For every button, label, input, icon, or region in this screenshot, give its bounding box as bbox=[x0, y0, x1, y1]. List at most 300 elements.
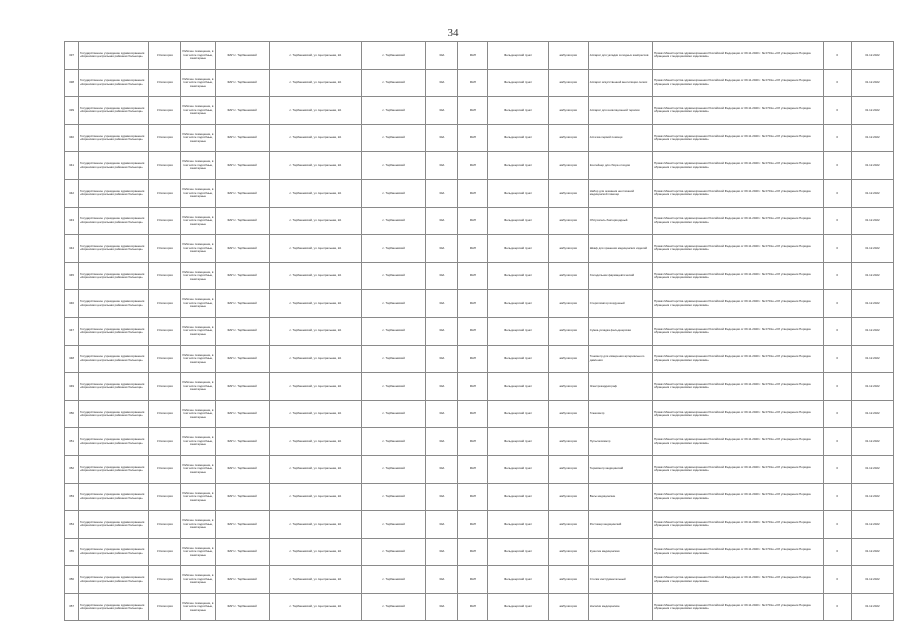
table-cell: Государственное учреждение здравоохранения «Киренская центральная районная больница» bbox=[79, 262, 149, 290]
table-cell: Рабочее помещение, в том числе подсобные, санитарные bbox=[181, 373, 215, 401]
table-cell: ФАП bbox=[458, 483, 488, 511]
table-cell: Контейнер для сбора отходов bbox=[588, 152, 652, 180]
table-cell: Рабочее помещение, в том числе подсобные, санитарные bbox=[181, 290, 215, 318]
table-cell: 342 bbox=[65, 179, 79, 207]
table-cell: ФАП bbox=[458, 455, 488, 483]
table-cell: Фельдшерский пункт bbox=[488, 538, 548, 566]
table-cell: 3 Категория bbox=[149, 290, 181, 318]
table-cell: 34А bbox=[426, 290, 458, 318]
table-cell: 0 bbox=[823, 124, 851, 152]
table-cell: с. Тарбашевский, ул. Центральная, 2А bbox=[269, 179, 361, 207]
table-cell: 3 Категория bbox=[149, 455, 181, 483]
table-cell: с. Тарбашевский, ул. Центральная, 2А bbox=[269, 97, 361, 125]
table-cell: 337 bbox=[65, 42, 79, 70]
table-cell: ФАП bbox=[458, 511, 488, 539]
table-cell: 339 bbox=[65, 97, 79, 125]
table-cell: 3 Категория bbox=[149, 317, 181, 345]
table-cell: Государственное учреждение здравоохранения «Киренская центральная районная больница» bbox=[79, 179, 149, 207]
table-cell: 34А bbox=[426, 511, 458, 539]
table-cell: Холодильник фармацевтический bbox=[588, 262, 652, 290]
table-cell: 346 bbox=[65, 290, 79, 318]
table-cell: Приказ Министерства здравоохранения Российской Федерации от 09.11.2020 г. № 0701н «Об утверждении Порядка обращения с медицинскими изделиями» bbox=[653, 373, 824, 401]
table-cell: 0 bbox=[823, 566, 851, 594]
table-cell: амбулатория bbox=[548, 97, 588, 125]
table-cell: 0 bbox=[823, 69, 851, 97]
table-cell: Сумка-укладка фельдшерская bbox=[588, 317, 652, 345]
table-cell: 31.12.2022 bbox=[851, 317, 893, 345]
table-cell: с. Тарбашевский, ул. Центральная, 2А bbox=[269, 235, 361, 263]
table-cell: Рабочее помещение, в том числе подсобные, санитарные bbox=[181, 235, 215, 263]
table-cell: амбулатория bbox=[548, 428, 588, 456]
table-cell: ФАП с. Тарбашевский bbox=[215, 42, 269, 70]
table-cell: Рабочее помещение, в том числе подсобные, санитарные bbox=[181, 124, 215, 152]
table-cell: 354 bbox=[65, 511, 79, 539]
table-cell: Государственное учреждение здравоохранения «Киренская центральная районная больница» bbox=[79, 207, 149, 235]
table-cell: Рабочее помещение, в том числе подсобные, санитарные bbox=[181, 179, 215, 207]
table-cell: Приказ Министерства здравоохранения Российской Федерации от 09.11.2020 г. № 0701н «Об утверждении Порядка обращения с медицинскими изделиями» bbox=[653, 262, 824, 290]
table-cell: Носилки медицинские bbox=[588, 593, 652, 621]
table-cell: Приказ Министерства здравоохранения Российской Федерации от 09.11.2020 г. № 0701н «Об утверждении Порядка обращения с медицинскими изделиями» bbox=[653, 345, 824, 373]
table-cell: 3 Категория bbox=[149, 179, 181, 207]
table-cell: ФАП с. Тарбашевский bbox=[215, 235, 269, 263]
table-cell: 3 Категория bbox=[149, 400, 181, 428]
table-cell: Фельдшерский пункт bbox=[488, 400, 548, 428]
table-cell: ФАП bbox=[458, 152, 488, 180]
table-row bbox=[65, 428, 894, 456]
table-cell: с. Тарбашевский bbox=[362, 262, 426, 290]
table-cell: Рабочее помещение, в том числе подсобные, санитарные bbox=[181, 42, 215, 70]
table-cell: амбулатория bbox=[548, 455, 588, 483]
table-cell: ФАП с. Тарбашевский bbox=[215, 538, 269, 566]
table-cell: 34А bbox=[426, 97, 458, 125]
table-cell: 0 bbox=[823, 207, 851, 235]
table-cell: 0 bbox=[823, 97, 851, 125]
table-cell: Фельдшерский пункт bbox=[488, 179, 548, 207]
table-cell: 3 Категория bbox=[149, 428, 181, 456]
table-cell: с. Тарбашевский, ул. Центральная, 2А bbox=[269, 483, 361, 511]
table-cell: Государственное учреждение здравоохранения «Киренская центральная районная больница» bbox=[79, 483, 149, 511]
table-cell: Приказ Министерства здравоохранения Российской Федерации от 09.11.2020 г. № 0701н «Об утверждении Порядка обращения с медицинскими изделиями» bbox=[653, 428, 824, 456]
table-row bbox=[65, 373, 894, 401]
table-cell: с. Тарбашевский bbox=[362, 42, 426, 70]
table-cell: амбулатория bbox=[548, 69, 588, 97]
table-cell: 355 bbox=[65, 538, 79, 566]
table-cell: Аппарат искусственной вентиляции легких bbox=[588, 69, 652, 97]
table-row bbox=[65, 400, 894, 428]
table-cell: 34А bbox=[426, 373, 458, 401]
table-cell: ФАП bbox=[458, 373, 488, 401]
table-cell: Набор для оказания неотложной медицинской помощи bbox=[588, 179, 652, 207]
table-cell: 31.12.2022 bbox=[851, 235, 893, 263]
table-cell: 340 bbox=[65, 124, 79, 152]
table-cell: Рабочее помещение, в том числе подсобные, санитарные bbox=[181, 538, 215, 566]
table-cell: Фельдшерский пункт bbox=[488, 455, 548, 483]
table-cell: ФАП bbox=[458, 179, 488, 207]
table-cell: 3 Категория bbox=[149, 483, 181, 511]
table-cell: Государственное учреждение здравоохранения «Киренская центральная районная больница» bbox=[79, 400, 149, 428]
table-cell: 3 Категория bbox=[149, 511, 181, 539]
table-cell: амбулатория bbox=[548, 400, 588, 428]
table-cell: ФАП с. Тарбашевский bbox=[215, 455, 269, 483]
table-cell: амбулатория bbox=[548, 593, 588, 621]
table-cell: 31.12.2022 bbox=[851, 428, 893, 456]
table-row bbox=[65, 262, 894, 290]
table-cell: Фельдшерский пункт bbox=[488, 42, 548, 70]
table-cell: ФАП с. Тарбашевский bbox=[215, 373, 269, 401]
table-row bbox=[65, 97, 894, 125]
table-cell: 0 bbox=[823, 179, 851, 207]
table-cell: Тонометр для измерения артериального давления bbox=[588, 345, 652, 373]
table-cell: с. Тарбашевский bbox=[362, 152, 426, 180]
table-cell: ФАП с. Тарбашевский bbox=[215, 566, 269, 594]
table-cell: 3 Категория bbox=[149, 235, 181, 263]
table-cell: ФАП с. Тарбашевский bbox=[215, 593, 269, 621]
table-cell: 0 bbox=[823, 483, 851, 511]
table-row bbox=[65, 538, 894, 566]
table-row bbox=[65, 42, 894, 70]
table-cell: Государственное учреждение здравоохранения «Киренская центральная районная больница» bbox=[79, 290, 149, 318]
table-cell: с. Тарбашевский bbox=[362, 179, 426, 207]
table-cell: Рабочее помещение, в том числе подсобные, санитарные bbox=[181, 345, 215, 373]
table-cell: амбулатория bbox=[548, 207, 588, 235]
table-cell: Приказ Министерства здравоохранения Российской Федерации от 09.11.2020 г. № 0701н «Об утверждении Порядка обращения с медицинскими изделиями» bbox=[653, 290, 824, 318]
table-cell: Фельдшерский пункт bbox=[488, 428, 548, 456]
table-cell: Фельдшерский пункт bbox=[488, 566, 548, 594]
table-cell: Аптечка первой помощи bbox=[588, 124, 652, 152]
table-cell: Государственное учреждение здравоохранения «Киренская центральная районная больница» bbox=[79, 42, 149, 70]
table-cell: Фельдшерский пункт bbox=[488, 483, 548, 511]
table-cell: ФАП bbox=[458, 262, 488, 290]
table-cell: ФАП bbox=[458, 538, 488, 566]
table-cell: 31.12.2022 bbox=[851, 290, 893, 318]
table-cell: Фельдшерский пункт bbox=[488, 290, 548, 318]
table-cell: 34А bbox=[426, 207, 458, 235]
table-cell: ФАП bbox=[458, 566, 488, 594]
table-cell: с. Тарбашевский, ул. Центральная, 2А bbox=[269, 455, 361, 483]
table-row bbox=[65, 290, 894, 318]
table-cell: 3 Категория bbox=[149, 69, 181, 97]
table-row bbox=[65, 69, 894, 97]
table-cell: с. Тарбашевский, ул. Центральная, 2А bbox=[269, 428, 361, 456]
table-cell: 0 bbox=[823, 511, 851, 539]
table-cell: с. Тарбашевский, ул. Центральная, 2А bbox=[269, 511, 361, 539]
table-cell: с. Тарбашевский bbox=[362, 345, 426, 373]
table-cell: Рабочее помещение, в том числе подсобные, санитарные bbox=[181, 511, 215, 539]
table-cell: Рабочее помещение, в том числе подсобные, санитарные bbox=[181, 152, 215, 180]
table-cell: Фельдшерский пункт bbox=[488, 511, 548, 539]
table-cell: с. Тарбашевский bbox=[362, 455, 426, 483]
table-cell: 31.12.2022 bbox=[851, 400, 893, 428]
table-cell: Приказ Министерства здравоохранения Российской Федерации от 09.11.2020 г. № 0701н «Об утверждении Порядка обращения с медицинскими изделиями» bbox=[653, 42, 824, 70]
table-cell: амбулатория bbox=[548, 566, 588, 594]
table-cell: 3 Категория bbox=[149, 538, 181, 566]
table-cell: Фельдшерский пункт bbox=[488, 69, 548, 97]
table-cell: Фельдшерский пункт bbox=[488, 124, 548, 152]
table-cell: Государственное учреждение здравоохранения «Киренская центральная районная больница» bbox=[79, 69, 149, 97]
table-cell: Столик инструментальный bbox=[588, 566, 652, 594]
table-row bbox=[65, 483, 894, 511]
table-cell: Фельдшерский пункт bbox=[488, 207, 548, 235]
table-cell: Приказ Министерства здравоохранения Российской Федерации от 09.11.2020 г. № 0701н «Об утверждении Порядка обращения с медицинскими изделиями» bbox=[653, 566, 824, 594]
table-cell: 34А bbox=[426, 345, 458, 373]
table-cell: ФАП bbox=[458, 345, 488, 373]
table-cell: 0 bbox=[823, 262, 851, 290]
table-cell: 34А bbox=[426, 262, 458, 290]
table-cell: 34А bbox=[426, 593, 458, 621]
table-cell: Пульсоксиметр bbox=[588, 428, 652, 456]
table-cell: с. Тарбашевский bbox=[362, 69, 426, 97]
table-cell: ФАП с. Тарбашевский bbox=[215, 207, 269, 235]
table-cell: Фельдшерский пункт bbox=[488, 97, 548, 125]
table-cell: ФАП bbox=[458, 290, 488, 318]
table-cell: с. Тарбашевский bbox=[362, 124, 426, 152]
table-cell: Приказ Министерства здравоохранения Российской Федерации от 09.11.2020 г. № 0701н «Об утверждении Порядка обращения с медицинскими изделиями» bbox=[653, 124, 824, 152]
table-cell: 31.12.2022 bbox=[851, 97, 893, 125]
table-cell: 31.12.2022 bbox=[851, 593, 893, 621]
table-cell: амбулатория bbox=[548, 262, 588, 290]
table-cell: Приказ Министерства здравоохранения Российской Федерации от 09.11.2020 г. № 0701н «Об утверждении Порядка обращения с медицинскими изделиями» bbox=[653, 152, 824, 180]
table-cell: 0 bbox=[823, 538, 851, 566]
table-cell: 31.12.2022 bbox=[851, 345, 893, 373]
table-cell: Кушетка медицинская bbox=[588, 538, 652, 566]
table-cell: Приказ Министерства здравоохранения Российской Федерации от 09.11.2020 г. № 0701н «Об утверждении Порядка обращения с медицинскими изделиями» bbox=[653, 593, 824, 621]
table-cell: с. Тарбашевский bbox=[362, 235, 426, 263]
table-cell: ФАП bbox=[458, 400, 488, 428]
table-cell: с. Тарбашевский bbox=[362, 566, 426, 594]
table-cell: Государственное учреждение здравоохранения «Киренская центральная районная больница» bbox=[79, 428, 149, 456]
table-row bbox=[65, 317, 894, 345]
table-cell: 3 Категория bbox=[149, 566, 181, 594]
table-cell: Рабочее помещение, в том числе подсобные, санитарные bbox=[181, 207, 215, 235]
table-cell: ФАП с. Тарбашевский bbox=[215, 511, 269, 539]
registry-rows bbox=[65, 42, 894, 621]
table-cell: Приказ Министерства здравоохранения Российской Федерации от 09.11.2020 г. № 0701н «Об утверждении Порядка обращения с медицинскими изделиями» bbox=[653, 483, 824, 511]
table-cell: Рабочее помещение, в том числе подсобные, санитарные bbox=[181, 317, 215, 345]
table-cell: 338 bbox=[65, 69, 79, 97]
table-cell: амбулатория bbox=[548, 179, 588, 207]
table-cell: с. Тарбашевский, ул. Центральная, 2А bbox=[269, 317, 361, 345]
table-cell: 31.12.2022 bbox=[851, 179, 893, 207]
table-cell: амбулатория bbox=[548, 483, 588, 511]
table-cell: Приказ Министерства здравоохранения Российской Федерации от 09.11.2020 г. № 0701н «Об утверждении Порядка обращения с медицинскими изделиями» bbox=[653, 455, 824, 483]
table-cell: амбулатория bbox=[548, 42, 588, 70]
table-cell: 351 bbox=[65, 428, 79, 456]
table-cell: амбулатория bbox=[548, 290, 588, 318]
table-cell: 0 bbox=[823, 235, 851, 263]
table-row bbox=[65, 566, 894, 594]
table-cell: 31.12.2022 bbox=[851, 42, 893, 70]
table-cell: 31.12.2022 bbox=[851, 124, 893, 152]
table-cell: ФАП bbox=[458, 428, 488, 456]
table-row bbox=[65, 207, 894, 235]
table-cell: Государственное учреждение здравоохранения «Киренская центральная районная больница» bbox=[79, 97, 149, 125]
table-cell: ФАП с. Тарбашевский bbox=[215, 317, 269, 345]
table-cell: ФАП с. Тарбашевский bbox=[215, 290, 269, 318]
table-cell: Государственное учреждение здравоохранения «Киренская центральная районная больница» bbox=[79, 152, 149, 180]
table-cell: амбулатория bbox=[548, 511, 588, 539]
table-row bbox=[65, 124, 894, 152]
table-cell: 34А bbox=[426, 483, 458, 511]
table-cell: 349 bbox=[65, 373, 79, 401]
table-cell: Государственное учреждение здравоохранения «Киренская центральная районная больница» bbox=[79, 511, 149, 539]
registry-table bbox=[64, 41, 894, 621]
table-cell: Фельдшерский пункт bbox=[488, 593, 548, 621]
table-cell: 0 bbox=[823, 400, 851, 428]
table-cell: ФАП с. Тарбашевский bbox=[215, 124, 269, 152]
table-cell: амбулатория bbox=[548, 235, 588, 263]
page-number: 34 bbox=[447, 27, 459, 39]
table-cell: амбулатория bbox=[548, 345, 588, 373]
table-cell: с. Тарбашевский, ул. Центральная, 2А bbox=[269, 42, 361, 70]
table-cell: амбулатория bbox=[548, 317, 588, 345]
table-cell: ФАП с. Тарбашевский bbox=[215, 262, 269, 290]
table-cell: Фельдшерский пункт bbox=[488, 262, 548, 290]
table-cell: ФАП bbox=[458, 69, 488, 97]
table-row bbox=[65, 511, 894, 539]
table-cell: Государственное учреждение здравоохранения «Киренская центральная районная больница» bbox=[79, 566, 149, 594]
table-cell: Рабочее помещение, в том числе подсобные, санитарные bbox=[181, 428, 215, 456]
table-cell: Государственное учреждение здравоохранения «Киренская центральная районная больница» bbox=[79, 345, 149, 373]
table-cell: ФАП bbox=[458, 124, 488, 152]
table-cell: ФАП с. Тарбашевский bbox=[215, 483, 269, 511]
table-cell: 0 bbox=[823, 428, 851, 456]
table-cell: 3 Категория bbox=[149, 124, 181, 152]
table-cell: Рабочее помещение, в том числе подсобные, санитарные bbox=[181, 69, 215, 97]
table-cell: ФАП с. Тарбашевский bbox=[215, 428, 269, 456]
table-cell: 352 bbox=[65, 455, 79, 483]
table-cell: 345 bbox=[65, 262, 79, 290]
table-row bbox=[65, 235, 894, 263]
table-cell: с. Тарбашевский bbox=[362, 400, 426, 428]
table-cell: с. Тарбашевский, ул. Центральная, 2А bbox=[269, 538, 361, 566]
table-cell: Приказ Министерства здравоохранения Российской Федерации от 09.11.2020 г. № 0701н «Об утверждении Порядка обращения с медицинскими изделиями» bbox=[653, 207, 824, 235]
table-cell: 31.12.2022 bbox=[851, 207, 893, 235]
table-cell: ФАП bbox=[458, 235, 488, 263]
table-cell: 3 Категория bbox=[149, 262, 181, 290]
table-cell: ФАП bbox=[458, 97, 488, 125]
table-cell: ФАП bbox=[458, 317, 488, 345]
table-cell: с. Тарбашевский, ул. Центральная, 2А bbox=[269, 373, 361, 401]
table-cell: Приказ Министерства здравоохранения Российской Федерации от 09.11.2020 г. № 0701н «Об утверждении Порядка обращения с медицинскими изделиями» bbox=[653, 538, 824, 566]
table-cell: с. Тарбашевский bbox=[362, 97, 426, 125]
table-cell: 350 bbox=[65, 400, 79, 428]
table-cell: 0 bbox=[823, 290, 851, 318]
table-cell: с. Тарбашевский bbox=[362, 373, 426, 401]
table-cell: Государственное учреждение здравоохранения «Киренская центральная районная больница» bbox=[79, 317, 149, 345]
table-cell: с. Тарбашевский bbox=[362, 207, 426, 235]
table-cell: 3 Категория bbox=[149, 373, 181, 401]
table-cell: Приказ Министерства здравоохранения Российской Федерации от 09.11.2020 г. № 0701н «Об утверждении Порядка обращения с медицинскими изделиями» bbox=[653, 235, 824, 263]
table-cell: Государственное учреждение здравоохранения «Киренская центральная районная больница» bbox=[79, 538, 149, 566]
table-cell: с. Тарбашевский bbox=[362, 290, 426, 318]
table-cell: 3 Категория bbox=[149, 42, 181, 70]
table-cell: Фельдшерский пункт bbox=[488, 317, 548, 345]
table-cell: 34А bbox=[426, 42, 458, 70]
table-cell: ФАП с. Тарбашевский bbox=[215, 97, 269, 125]
table-cell: ФАП с. Тарбашевский bbox=[215, 400, 269, 428]
table-cell: Государственное учреждение здравоохранения «Киренская центральная районная больница» bbox=[79, 235, 149, 263]
table-cell: 34А bbox=[426, 124, 458, 152]
table-cell: 34А bbox=[426, 69, 458, 97]
table-cell: 3 Категория bbox=[149, 207, 181, 235]
table-cell: Облучатель бактерицидный bbox=[588, 207, 652, 235]
table-cell: амбулатория bbox=[548, 124, 588, 152]
table-cell: Стерилизатор воздушный bbox=[588, 290, 652, 318]
table-cell: 31.12.2022 bbox=[851, 566, 893, 594]
table-cell: 34А bbox=[426, 400, 458, 428]
table-cell: Фельдшерский пункт bbox=[488, 152, 548, 180]
table-cell: Фельдшерский пункт bbox=[488, 345, 548, 373]
table-cell: 348 bbox=[65, 345, 79, 373]
table-cell: 0 bbox=[823, 373, 851, 401]
table-cell: Фельдшерский пункт bbox=[488, 373, 548, 401]
table-cell: 34А bbox=[426, 179, 458, 207]
table-cell: Весы медицинские bbox=[588, 483, 652, 511]
table-cell: с. Тарбашевский, ул. Центральная, 2А bbox=[269, 345, 361, 373]
table-cell: Государственное учреждение здравоохранения «Киренская центральная районная больница» bbox=[79, 593, 149, 621]
table-cell: 347 bbox=[65, 317, 79, 345]
table-cell: Рабочее помещение, в том числе подсобные, санитарные bbox=[181, 262, 215, 290]
table-cell: 31.12.2022 bbox=[851, 483, 893, 511]
table-cell: Аппарат для укладки холодных компрессов bbox=[588, 42, 652, 70]
table-cell: 357 bbox=[65, 593, 79, 621]
table-cell: 34А bbox=[426, 235, 458, 263]
table-cell: 31.12.2022 bbox=[851, 373, 893, 401]
table-cell: Приказ Министерства здравоохранения Российской Федерации от 09.11.2020 г. № 0701н «Об утверждении Порядка обращения с медицинскими изделиями» bbox=[653, 97, 824, 125]
table-cell: 0 bbox=[823, 593, 851, 621]
table-cell: 31.12.2022 bbox=[851, 69, 893, 97]
table-cell: Термометр медицинский bbox=[588, 455, 652, 483]
table-cell: Приказ Министерства здравоохранения Российской Федерации от 09.11.2020 г. № 0701н «Об утверждении Порядка обращения с медицинскими изделиями» bbox=[653, 317, 824, 345]
table-cell: 343 bbox=[65, 207, 79, 235]
table-cell: Фельдшерский пункт bbox=[488, 235, 548, 263]
table-cell: 344 bbox=[65, 235, 79, 263]
table-cell: Государственное учреждение здравоохранения «Киренская центральная районная больница» bbox=[79, 455, 149, 483]
table-cell: 31.12.2022 bbox=[851, 511, 893, 539]
table-cell: 3 Категория bbox=[149, 345, 181, 373]
table-cell: с. Тарбашевский bbox=[362, 511, 426, 539]
table-cell: 0 bbox=[823, 152, 851, 180]
table-cell: 0 bbox=[823, 317, 851, 345]
table-cell: Рабочее помещение, в том числе подсобные, санитарные bbox=[181, 483, 215, 511]
table-cell: с. Тарбашевский, ул. Центральная, 2А bbox=[269, 262, 361, 290]
table-cell: Государственное учреждение здравоохранения «Киренская центральная районная больница» bbox=[79, 124, 149, 152]
table-cell: с. Тарбашевский, ул. Центральная, 2А bbox=[269, 124, 361, 152]
table-cell: 356 bbox=[65, 566, 79, 594]
table-cell: Приказ Министерства здравоохранения Российской Федерации от 09.11.2020 г. № 0701н «Об утверждении Порядка обращения с медицинскими изделиями» bbox=[653, 400, 824, 428]
table-cell: 3 Категория bbox=[149, 593, 181, 621]
table-cell: Аппарат для ингаляционной терапии bbox=[588, 97, 652, 125]
table-cell: с. Тарбашевский, ул. Центральная, 2А bbox=[269, 290, 361, 318]
table-row bbox=[65, 593, 894, 621]
table-cell: амбулатория bbox=[548, 538, 588, 566]
table-cell: ФАП bbox=[458, 207, 488, 235]
table-cell: ФАП bbox=[458, 42, 488, 70]
table-cell: с. Тарбашевский bbox=[362, 317, 426, 345]
table-cell: ФАП с. Тарбашевский bbox=[215, 69, 269, 97]
table-cell: с. Тарбашевский bbox=[362, 428, 426, 456]
table-cell: 0 bbox=[823, 455, 851, 483]
table-cell: с. Тарбашевский, ул. Центральная, 2А bbox=[269, 207, 361, 235]
table-row bbox=[65, 345, 894, 373]
table-cell: 3 Категория bbox=[149, 152, 181, 180]
table-cell: 31.12.2022 bbox=[851, 152, 893, 180]
table-cell: с. Тарбашевский bbox=[362, 593, 426, 621]
table-cell: Ростомер медицинский bbox=[588, 511, 652, 539]
table-cell: 31.12.2022 bbox=[851, 262, 893, 290]
table-cell: ФАП с. Тарбашевский bbox=[215, 152, 269, 180]
table-cell: с. Тарбашевский bbox=[362, 483, 426, 511]
